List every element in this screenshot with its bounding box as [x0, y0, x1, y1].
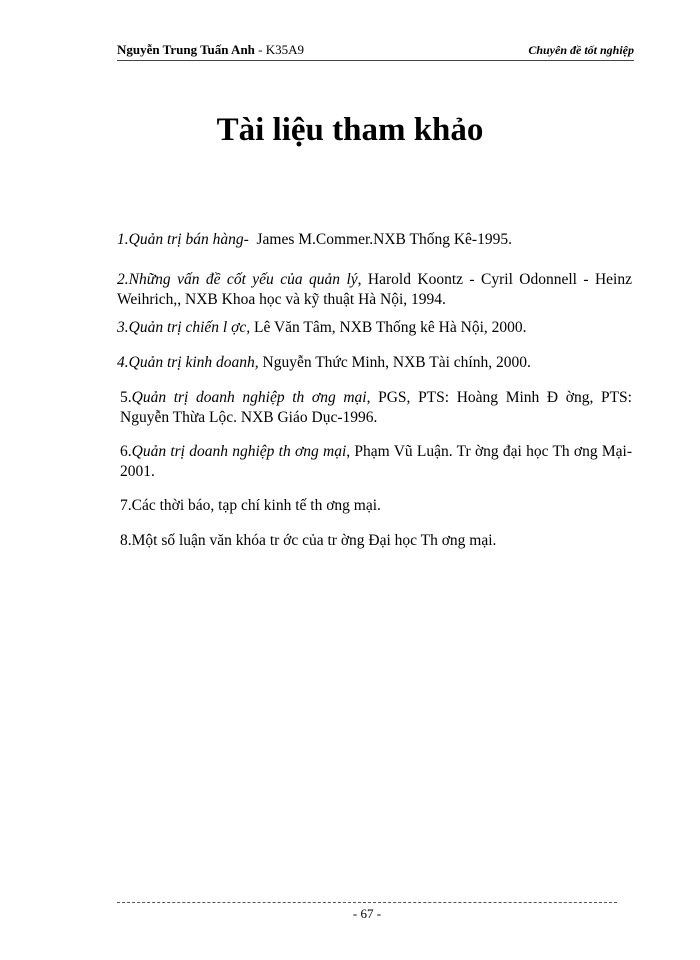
- author-name: Nguyễn Trung Tuấn Anh: [117, 42, 255, 57]
- ref-title: Quản trị chiến l ợc,: [128, 319, 251, 336]
- ref-details: James M.Commer.NXB Thống Kê-1995.: [248, 231, 512, 248]
- ref-num: 4.: [117, 354, 129, 371]
- ref-details: , Harold Koontz - Cyril Odonnell - Heinz Weihrich,, NXB Khoa học và kỹ thuật Hà Nội, 1994.: [117, 271, 632, 308]
- ref-title: Những vấn đề cốt yếu của quản lý: [128, 271, 358, 288]
- reference-item: [117, 230, 632, 250]
- ref-details: Nguyễn Thức Minh, NXB Tài chính, 2000.: [258, 354, 531, 371]
- page-number: - 67 -: [352, 906, 382, 921]
- ref-num: 6.: [120, 443, 132, 460]
- reference-item: [117, 531, 635, 551]
- page-title: Tài liệu tham khảo: [216, 112, 484, 148]
- reference-item: [117, 496, 635, 516]
- ref-num: 5.: [120, 389, 132, 406]
- ref-num: 8.: [120, 532, 132, 549]
- ref-details: Lê Văn Tâm, NXB Thống kê Hà Nội, 2000.: [250, 319, 527, 336]
- class-code: K35A9: [265, 42, 305, 57]
- reference-item: [117, 353, 632, 373]
- page-header: [117, 40, 634, 61]
- header-separator: -: [254, 42, 266, 57]
- ref-num: 7.: [120, 497, 132, 514]
- reference-item: [117, 442, 632, 482]
- ref-num: 3.: [117, 319, 129, 336]
- ref-num: 2.: [117, 271, 129, 288]
- reference-item: [117, 270, 632, 310]
- ref-title: Quản trị doanh nghiệp th ơng mại: [131, 389, 367, 406]
- ref-details: Một số luận văn khóa tr ớc của tr ờng Đại học Th ơng mại.: [131, 532, 497, 549]
- reference-item: [117, 388, 632, 428]
- ref-title: Quản trị bán hàng-: [128, 231, 249, 248]
- footer-divider: [117, 902, 617, 903]
- ref-details: , PGS, PTS: Hoàng Minh Đ ờng, PTS: Nguyễn Thừa Lộc. NXB Giáo Dục-1996.: [120, 389, 632, 426]
- header-author: [117, 42, 304, 58]
- ref-title: Quản trị doanh nghiệp th ơng mại: [131, 443, 347, 460]
- ref-details: , Phạm Vũ Luận. Tr ờng đại học Th ơng Mại-2001.: [120, 443, 632, 480]
- reference-item: [117, 318, 632, 338]
- ref-details: Các thời báo, tạp chí kinh tế th ơng mại.: [131, 497, 381, 514]
- ref-num: 1.: [117, 231, 129, 248]
- ref-title: Quản trị kinh doanh,: [128, 354, 259, 371]
- header-doc-type: Chuyên đề tốt nghiệp: [528, 43, 634, 57]
